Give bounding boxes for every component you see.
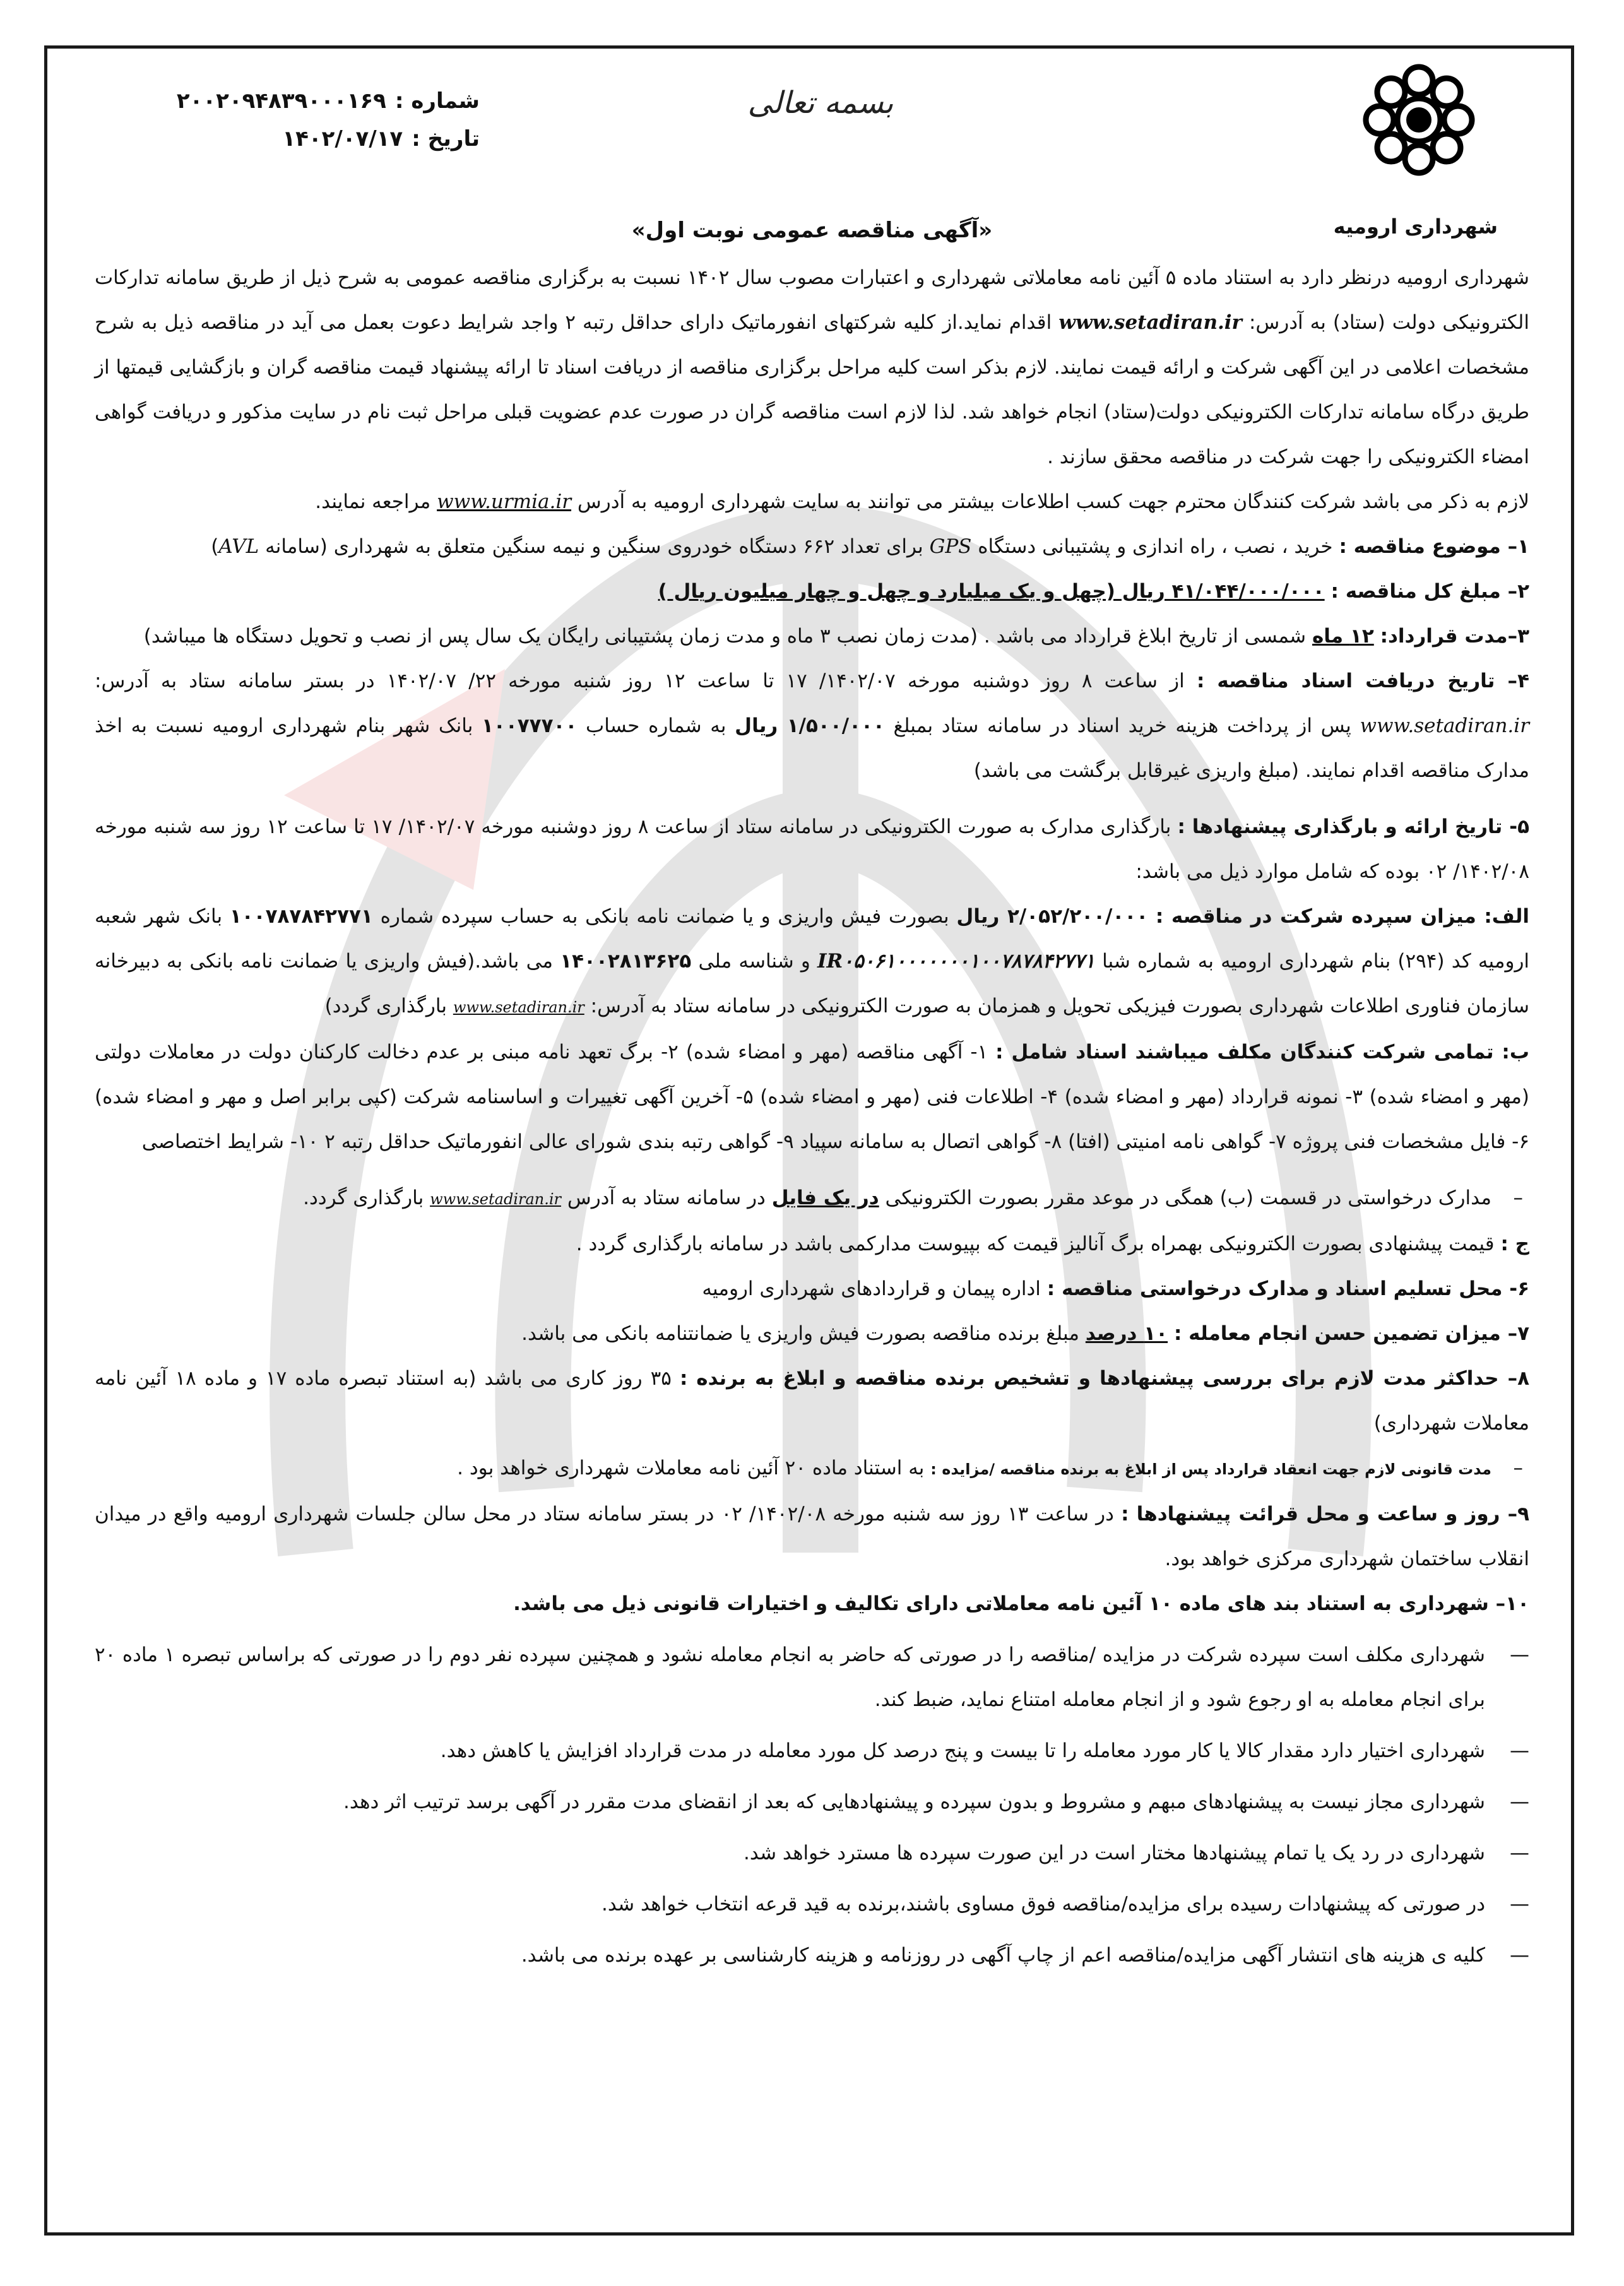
clause-a-amount: ۲/۰۵۲/۲۰۰/۰۰۰ ریال: [956, 905, 1149, 928]
section-8-label: ۸– حداکثر مدت لازم برای بررسی پیشنهادها و تشخیص برنده مناقصه و ابلاغ به برنده :: [679, 1367, 1530, 1390]
section-3-label: ۳–مدت قرارداد:: [1380, 625, 1529, 648]
docs-single-file: در یک فایل: [771, 1187, 879, 1209]
clause-c-label: ج :: [1500, 1233, 1529, 1255]
basmala: بسمه تعالی: [747, 85, 894, 121]
section-9-label: ۹– روز و ساعت و محل قرائت پیشنهادها :: [1121, 1503, 1529, 1525]
intro-paragraph: [95, 256, 1529, 480]
clause-a-sheba: IR۰۵۰۶۱۰۰۰۰۰۰۰۱۰۰۷۸۷۸۴۲۷۷۱: [817, 950, 1095, 973]
clause-a-account: ۱۰۰۷۸۷۸۴۲۷۷۱: [229, 905, 373, 928]
section-2-value: ۴۱/۰۴۴/۰۰۰/۰۰۰ ریال (چهل و یک میلیارد و چهل و چهار میلیون ریال ): [658, 580, 1325, 603]
section-9-text: در ساعت ۱۳ روز سه شنبه مورخه ۱۴۰۲/۰۸/ ۰۲ در بستر سامانه ستاد در محل سالن جلسات شهرداری ارومیه واقع در میدان انقلاب ساختمان شهرداری مرکزی خواهد بود.: [95, 1503, 1529, 1570]
section-4-fee: ۱/۵۰۰/۰۰۰ ریال: [735, 714, 885, 737]
clause-c-text: قیمت پیشنهادی بصورت الکترونیکی بهمراه برگ آنالیز قیمت که بپیوست مدارکمی باشد در سامانه بارگذاری گردد .: [576, 1233, 1495, 1255]
list-item: — شهرداری مجاز نیست به پیشنهادهای مبهم و مشروط و بدون سپرده و پیشنهادهایی که بعد از انقضای مدت مقرر در آگهی برسد ترتیب اثر دهد.: [95, 1780, 1529, 1825]
section-4-account: ۱۰۰۷۷۷۰۰: [482, 714, 578, 737]
section-1-text-a: خرید ، نصب ، راه اندازی و پشتیبانی دستگاه: [978, 535, 1333, 558]
section-5-label: ۵- تاریخ ارائه و بارگذاری پیشنهادها :: [1177, 815, 1529, 838]
section-3-duration: [95, 614, 1529, 659]
letter-meta: [164, 82, 480, 158]
clause-a-text-c: و شناسه ملی: [698, 950, 810, 973]
gps-term: GPS: [929, 535, 972, 558]
section-7-text: مبلغ برنده مناقصه بصورت فیش واریزی یا ضمانتنامه بانکی می باشد.: [521, 1322, 1079, 1345]
section-1-subject: ۱– موضوع مناقصه : خرید ، نصب ، راه اندازی و پشتیبانی دستگاه GPS برای تعداد ۶۶۲ دستگاه خودروی سنگین و نیمه سنگین متعلق به شهرداری (سامانه AVL): [211, 535, 1529, 558]
section-2-label: ۲– مبلغ کل مناقصه :: [1331, 580, 1529, 603]
section-10-label: ۱۰– شهرداری به استناد بند های ماده ۱۰ آئین نامه معاملاتی دارای تکالیف و اختیارات قانونی ذیل می باشد.: [513, 1592, 1529, 1615]
docs-text-b: در سامانه ستاد به آدرس: [567, 1187, 766, 1209]
section-8b-label: مدت قانونی لازم جهت انعقاد قرارداد پس از ابلاغ به برنده مناقصه /مزایده :: [930, 1460, 1491, 1478]
list-item: — شهرداری اختیار دارد مقدار کالا یا کار مورد معامله را تا بیست و پنج درصد کل مورد معامله در مدت قرارداد افزایش یا کاهش دهد.: [95, 1729, 1529, 1774]
section-6-text: اداره پیمان و قراردادهای شهرداری ارومیه: [702, 1277, 1041, 1300]
section-1-text-b: برای تعداد ۶۶۲ دستگاه خودروی سنگین و نیمه سنگین متعلق به شهرداری (سامانه: [265, 535, 923, 558]
section-4-label: ۴– تاریخ دریافت اسناد مناقصه :: [1196, 670, 1529, 692]
section-9-opening: [95, 1492, 1529, 1582]
section-4-url[interactable]: www.setadiran.ir: [1360, 714, 1530, 737]
docs-text-c: بارگذاری گردد.: [303, 1187, 424, 1209]
letter-number-row: [164, 82, 480, 120]
avl-term: AVL: [218, 535, 259, 558]
clause-b-label: ب: تمامی شرکت کنندگان مکلف میباشند اسناد شامل :: [995, 1041, 1529, 1063]
section-8b-text: به استناد ماده ۲۰ آئین نامه معاملات شهرداری خواهد بود .: [457, 1457, 925, 1479]
clause-a-text-b: بانک شهر شعبه ارومیه کد (۲۹۴) بنام شهرداری ارومیه به شماره شبا: [95, 905, 1530, 973]
section-4-text-b: پس از پرداخت هزینه خرید اسناد در سامانه ستاد بمبلغ: [893, 714, 1351, 737]
municipality-logo: [1359, 63, 1479, 177]
section-6-location: [95, 1267, 1529, 1312]
list-item: — کلیه ی هزینه های انتشار آگهی مزایده/مناقصه اعم از چاپ آگهی در روزنامه و هزینه کارشناسی بر عهده برنده می باشد.: [95, 1933, 1529, 1978]
section-2-amount: [95, 569, 1529, 614]
clause-a-text-e: بارگذاری گردد): [324, 995, 447, 1017]
clause-c-price: [95, 1222, 1529, 1267]
notice-title: «آگهی مناقصه عمومی نوبت اول»: [631, 218, 993, 243]
docs-text-a: مدارک درخواستی در قسمت (ب) همگی در موعد مقرر بصورت الکترونیکی: [885, 1187, 1491, 1209]
docs-url[interactable]: www.setadiran.ir: [430, 1190, 562, 1208]
section-8-text: ۳۵ روز کاری می باشد (به استناد تبصره ماده ۱۷ و ماده ۱۸ آئین نامه معاملات شهرداری): [95, 1367, 1529, 1435]
docs-upload-note: [95, 1176, 1529, 1222]
letter-date-row: [164, 120, 480, 158]
list-item: — شهرداری مکلف است سپرده شرکت در مزایده /مناقصه را در صورتی که حاضر به انجام معامله نشود و همچنین سپرده نفر دوم را در صورتی که براساس تبصره ۱ ماده ۲۰ برای انجام معامله به او رجوع شود و از انجام معامله امتناع نماید، ضبط کند.: [95, 1633, 1529, 1722]
urmia-text-a: لازم به ذکر می باشد شرکت کنندگان محترم جهت کسب اطلاعات بیشتر می توانند به سایت شهرداری ارومیه به آدرس: [577, 490, 1529, 513]
list-item: — شهرداری در رد یک یا تمام پیشنهادها مختار است در این صورت سپرده ها مسترد خواهد شد.: [95, 1831, 1529, 1876]
list-item: — در صورتی که پیشنهادات رسیده برای مزایده/مناقصه فوق مساوی باشند،برنده به قید قرعه انتخاب خواهد شد.: [95, 1882, 1529, 1927]
section-7-percent: ۱۰ درصد: [1085, 1322, 1168, 1345]
urmia-text-b: مراجعه نمایند.: [315, 490, 431, 513]
section-3-months: ۱۲ ماه: [1312, 625, 1374, 648]
section-4-text-c: به شماره حساب: [586, 714, 726, 737]
section-6-label: ۶- محل تسلیم اسناد و مدارک درخواستی مناقصه :: [1046, 1277, 1529, 1300]
urmia-site-paragraph: [95, 480, 1529, 524]
setad-url[interactable]: www.setadiran.ir: [1058, 311, 1242, 334]
section-5-text: بارگذاری مدارک به صورت الکترونیکی در سامانه ستاد از ساعت ۸ روز دوشنبه مورخه ۱۴۰۲/۰۷/ ۱۷ تا ساعت ۱۲ روز سه شنبه مورخه ۱۴۰۲/۰۸/ ۰۲ بوده که شامل موارد ذیل می باشد:: [95, 815, 1529, 883]
clause-a-text-a: بصورت فیش واریزی و یا ضمانت نامه بانکی به حساب سپرده شماره: [380, 905, 949, 928]
number-value: ۲۰۰۲۰۹۴۸۳۹۰۰۰۱۶۹: [176, 88, 386, 114]
intro-text-b: اقدام نماید.از کلیه شرکتهای انفورماتیک دارای حداقل رتبه ۲ واجد شرایط دعوت بعمل می آید در مناقصه ذیل به شرح مشخصات اعلامی در این آگهی شرکت و ارائه قیمت نمایند. لازم بذکر است کلیه مراحل برگزاری مناقصه از دریافت اسناد تا ارائه پیشنهاد قیمت مناقصه گران و بازگشایی قیمتها از طریق درگاه سامانه تدارکات الکترونیکی دولت(ستاد) انجام خواهد شد. لذا لازم است مناقصه گران در صورت عدم عضویت قبلی مراحل ثبت نام در سایت مذکور و دریافت گواهی امضاء الکترونیکی را جهت شرکت در مناقصه محقق سازند .: [95, 311, 1529, 468]
section-3-text: شمسی از تاریخ ابلاغ قرارداد می باشد . (مدت زمان نصب ۳ ماه و مدت زمان پشتیبانی رایگان یک سال پس از نصب و تحویل دستگاه ها میباشد): [143, 625, 1307, 648]
section-5-submission: [95, 805, 1529, 894]
organization-name: شهرداری ارومیه: [1333, 215, 1498, 239]
clause-b-documents: [95, 1030, 1529, 1164]
clause-a-label: الف: میزان سپرده شرکت در مناقصه :: [1155, 905, 1529, 928]
section-10-list: [95, 1633, 1529, 1978]
section-7-guarantee: [95, 1312, 1529, 1356]
clause-a-url[interactable]: www.setadiran.ir: [453, 998, 584, 1016]
section-4-documents: [95, 659, 1529, 793]
clause-a-national-id: ۱۴۰۰۲۸۱۳۶۲۵: [560, 950, 692, 973]
clause-a-deposit: [95, 894, 1529, 1030]
section-4-text-a: از ساعت ۸ روز دوشنبه مورخه ۱۴۰۲/۰۷/ ۱۷ تا ساعت ۱۲ روز شنبه مورخه ۲۲/ ۱۴۰۲/۰۷ در بستر سامانه ستاد به آدرس:: [95, 670, 1185, 692]
number-label: شماره :: [394, 88, 480, 114]
section-4-text-d: بانک شهر بنام شهرداری ارومیه نسبت به اخذ مدارک مناقصه اقدام نمایند. (مبلغ واریزی غیرقابل برگشت می باشد): [95, 714, 1529, 782]
section-7-label: ۷– میزان تضمین حسن انجام معامله :: [1173, 1322, 1529, 1345]
date-label: تاریخ :: [412, 126, 480, 151]
section-10-heading: [95, 1582, 1529, 1626]
section-8b-contract: [95, 1446, 1529, 1492]
clause-a-text-d: می باشد.(فیش واریزی یا ضمانت نامه بانکی به دبیرخانه سازمان فناوری اطلاعات شهرداری بصورت فیزیکی تحویل و همزمان به صورت الکترونیکی در سامانه ستاد به آدرس:: [95, 950, 1529, 1017]
section-1-label: ۱– موضوع مناقصه :: [1339, 535, 1529, 558]
intro-text-a: شهرداری ارومیه درنظر دارد به استناد ماده ۵ آئین نامه معاملاتی شهرداری و اعتبارات مصوب سال ۱۴۰۲ نسبت به برگزاری مناقصه عمومی به شرح ذیل از طریق سامانه تدارکات الکترونیکی دولت (ستاد) به آدرس:: [95, 266, 1530, 334]
urmia-url[interactable]: www.urmia.ir: [437, 490, 572, 513]
clause-b-text: ۱- آگهی مناقصه (مهر و امضاء شده) ۲- برگ تعهد نامه مبنی بر عدم دخالت کارکنان دولت در معاملات دولتی (مهر و امضاء شده) ۳- نمونه قرارداد (مهر و امضاء شده) ۴- اطلاعات فنی (مهر و امضاء شده) ۵- آخرین آگهی تغییرات و اساسنامه شرکت (کپی برابر اصل و مهر و امضاء شده) ۶- فایل مشخصات فنی پروژه ۷- گواهی نامه امنیتی (افتا) ۸- گواهی اتصال به سامانه سپیاد ۹- گواهی رتبه بندی شورای عالی انفورماتیک حداقل رتبه ۲ ۱۰- شرایط اختصاصی: [95, 1041, 1529, 1153]
date-value: ۱۴۰۲/۰۷/۱۷: [282, 126, 403, 151]
notice-body: [95, 208, 1529, 1978]
section-8-review: [95, 1356, 1529, 1446]
